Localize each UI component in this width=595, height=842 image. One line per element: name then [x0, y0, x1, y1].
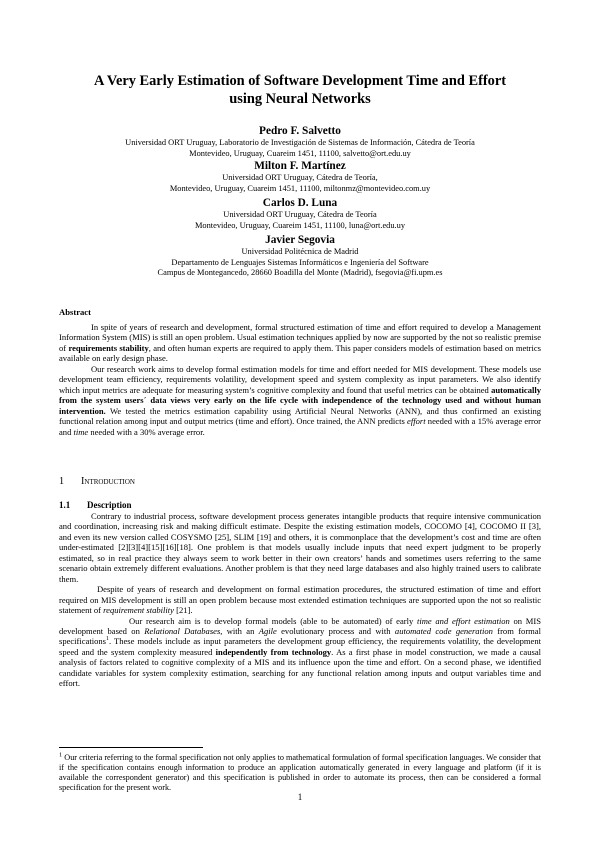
- text-run: on MIS development based on: [59, 615, 541, 636]
- author-name: Pedro F. Salvetto: [259, 125, 341, 137]
- author-affiliation: Universidad ORT Uruguay, Cátedra de Teoría,: [222, 173, 378, 182]
- author-affiliation: Universidad Politécnica de Madrid: [241, 247, 359, 256]
- section-title: Introduction: [81, 476, 135, 487]
- footnote-marker[interactable]: 1: [106, 636, 109, 643]
- text-run: , with an: [220, 625, 259, 636]
- author-affiliation: Campus de Montegancedo, 28660 Boadilla del Monte (Madrid), fsegovia@fi.upm.es: [157, 268, 443, 277]
- italic-run: effort: [407, 416, 426, 427]
- footnote-divider: [59, 747, 203, 748]
- author-block-1: [59, 125, 541, 159]
- title-line-1: A Very Early Estimation of Software Development Time and Effort: [93, 73, 507, 89]
- abstract-paragraph-1: [59, 322, 541, 364]
- author-affiliation: Montevideo, Uruguay, Cuareim 1451, 11100, luna@ort.edu.uy: [194, 220, 406, 230]
- author-affiliation: Montevideo, Uruguay, Cuareim 1451, 11100, miltonmz@montevideo.com.uy: [169, 183, 431, 193]
- author-affiliation: Montevideo, Uruguay, Cuareim 1451, 11100, salvetto@ort.edu.uy: [189, 148, 411, 158]
- emphasis-run: requirements stability: [68, 342, 149, 353]
- paper-title: [59, 72, 541, 108]
- text-run: Our research aim is to develop formal models (able to be automated) of early: [129, 615, 417, 626]
- footnote-text: [59, 753, 541, 793]
- author-affiliation: Universidad ORT Uruguay, Cátedra de Teoría: [223, 210, 377, 219]
- text-run: . These models include as input parameters the development group efficiency, the requirements volatility, the development speed and the system complexity measured: [59, 636, 541, 657]
- italic-run: automated code generation: [394, 625, 493, 636]
- text-run: Despite of years of research and development on formal estimation procedures, the structured estimation of time and effort required on MIS development is still an open problem because most extended estimation techniques are supported upon the not so realistic statement of: [59, 584, 541, 616]
- text-run: , and often human experts are required to apply them. This paper considers models of estimation based on metrics available on early design phase.: [59, 342, 541, 364]
- subsection-number: 1.1: [59, 500, 71, 510]
- author-affiliation: Departamento de Lenguajes Sistemas Informáticos e Ingeniería del Software: [171, 257, 429, 267]
- text-run: needed with a 15% average error and: [59, 416, 541, 437]
- text-run: evolutionary process and with: [276, 625, 395, 636]
- emphasis-run: We also identify which input metrics are adequate for measuring system’s cognitive complexity and found that useful metrics can be obtained: [59, 374, 541, 395]
- page-number: 1: [297, 792, 303, 802]
- abstract-heading: Abstract: [59, 307, 91, 317]
- author-name: Milton F. Martínez: [254, 160, 346, 172]
- title-line-2: using Neural Networks: [229, 91, 371, 107]
- subsection-title: Description: [87, 500, 132, 510]
- author-name: Carlos D. Luna: [262, 197, 338, 209]
- text-run: In spite of years of research and development, formal structured estimation of time and effort required to develop a Management Information System (MIS) is still an open problem. Usual estimation techniques applied by now are supported by the not so realistic premise of: [59, 322, 541, 353]
- italic-run: Relational Databases: [144, 625, 221, 636]
- text-run: Our criteria referring to the formal specification not only applies to mathematical formulation of formal specification languages. We consider that if the specification contains enough information to produce an application automatically generated in every language and platform (if it is available the correspondent generator) and this specification is published in order to automate its process, then can be considered a formal specification for the present work.: [59, 753, 541, 792]
- italic-run: Agile: [258, 625, 277, 636]
- author-block-4: [59, 234, 541, 279]
- text-run: We tested the metrics estimation capability using Artificial Neural Networks (ANN), and thus confirmed an existing functional relation among input and output metrics (time and effort). Once trained, the ANN predicts: [59, 405, 541, 427]
- body-paragraph-1: Contrary to industrial process, software development process generates intangible products that require intensive communication and coordination, increasing risk and making difficult estimate. Despite the existing estimation models, COCOMO [4], COCOMO II [3], and even its new version called COSYSMO [25], SLIM [19] and others, it is commonplace that the development’s cost and time are often under-estimated [2][3][4][15][16][18]. One problem is that models usually include inputs that need expert judgment to be properly estimated, so in real practice they always seem to work better in their own creators’ hands and sometimes users referring to the same scenario obtain extremely different evaluations. Another problem is that they need large databases and also highly trained users to calibrate them.: [59, 511, 541, 584]
- section-heading-introduction: [59, 476, 135, 487]
- emphasis-run: automatically from the system users´ data views very early on the life cycle with independence of the technology used and without human intervention.: [59, 384, 541, 416]
- emphasis-run: independently from technology: [215, 646, 332, 657]
- introduction-body: [59, 511, 541, 689]
- footnote: [59, 753, 541, 793]
- italic-run: requirement stability: [103, 605, 174, 616]
- abstract-paragraph-2: [59, 364, 541, 437]
- italic-run: time: [73, 426, 89, 437]
- body-paragraph-3: [59, 616, 541, 689]
- author-affiliation: Universidad ORT Uruguay, Laboratorio de Investigación de Sistemas de Información, Cátedra de Teoría: [125, 138, 475, 147]
- text-run: needed with a 30% average error.: [88, 426, 205, 437]
- text-run: Our research work aims to develop formal estimation models for time and effort needed for MIS development. These models use development team efficiency, requirements volatility, development speed and system complexity as input parameters.: [59, 363, 541, 385]
- text-run: . As a first phase in model construction, we made a causal analysis of factors related to cognitive complexity of a MIS and its influence upon the time and effort. On a second phase, we identified candidate variables for system complexity estimation, searching for any functional relation among inputs and output variables time and effort.: [59, 646, 541, 689]
- abstract-body: [59, 322, 541, 437]
- text-run: from formal specifications: [59, 625, 541, 647]
- body-paragraph-2: [59, 584, 541, 615]
- section-number: 1: [59, 476, 65, 487]
- subsection-heading-description: [59, 500, 132, 510]
- author-block-2: [59, 160, 541, 194]
- author-name: Javier Segovia: [265, 234, 335, 246]
- italic-run: time and effort estimation: [416, 615, 510, 626]
- footnote-number: 1: [59, 751, 63, 759]
- author-block-3: [59, 197, 541, 231]
- text-run: [21].: [173, 605, 193, 616]
